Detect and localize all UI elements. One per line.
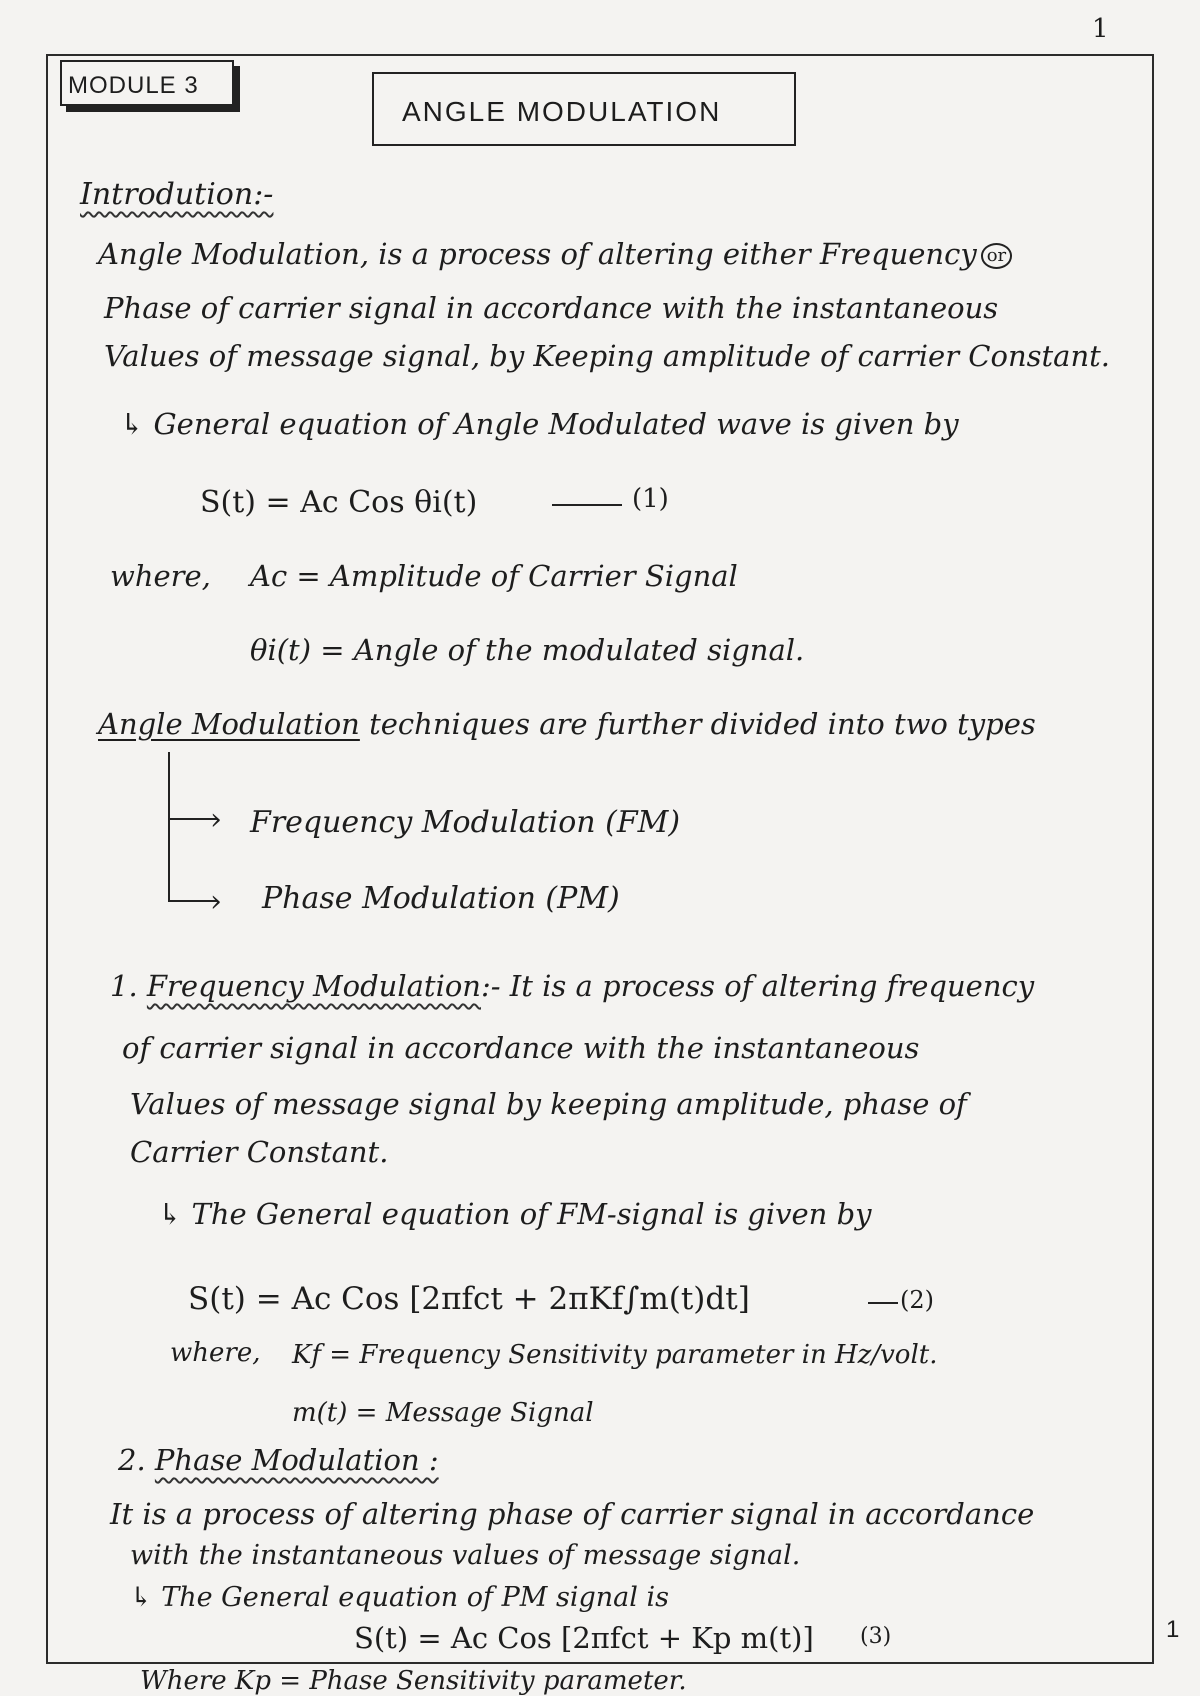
equation-1-tag: (1) xyxy=(632,484,669,514)
pm-line-2: with the instantaneous values of message signal. xyxy=(130,1540,801,1571)
intro-where-theta: θi(t) = Angle of the modulated signal. xyxy=(250,633,805,667)
fm-equation: S(t) = Ac Cos [2πfct + 2πKf∫m(t)dt] xyxy=(188,1281,750,1317)
pm-heading: Phase Modulation : xyxy=(154,1443,439,1477)
intro-line-1 xyxy=(98,237,1012,271)
intro-line-2: Phase of carrier signal in accordance with the instantaneous xyxy=(104,291,999,325)
type-item-fm: Frequency Modulation (FM) xyxy=(250,805,681,840)
types-sentence xyxy=(98,707,1036,741)
pm-general-line: ↳ The General equation of PM signal is xyxy=(130,1582,669,1613)
pm-line-1: It is a process of altering phase of carrier signal in accordance xyxy=(110,1497,1035,1531)
equation-2-tag: (2) xyxy=(900,1286,934,1314)
intro-line-3: Values of message signal, by Keeping amplitude of carrier Constant. xyxy=(104,339,1110,373)
pm-equation: S(t) = Ac Cos [2πfct + Kp m(t)] xyxy=(354,1621,814,1655)
types-sentence-subject: Angle Modulation xyxy=(98,707,360,741)
fm-general-line: ↳ The General equation of FM-signal is given by xyxy=(158,1197,872,1231)
intro-where-label: where, xyxy=(110,559,211,593)
intro-heading: Introdution:- xyxy=(80,177,274,212)
equation-2-dash xyxy=(868,1302,898,1304)
pm-bullet: 2. xyxy=(118,1443,146,1477)
angle-equation: S(t) = Ac Cos θi(t) xyxy=(200,485,478,520)
arrow-right-icon: › xyxy=(210,802,222,837)
equation-3-tag: (3) xyxy=(860,1624,892,1649)
fm-line-4: Carrier Constant. xyxy=(130,1135,389,1169)
module-label: MODULE 3 xyxy=(60,60,234,106)
fm-where-kf: Kf = Frequency Sensitivity parameter in Hz/volt. xyxy=(292,1340,938,1370)
fm-line-2: of carrier signal in accordance with the instantaneous xyxy=(122,1031,920,1065)
intro-general-line: ↳ General equation of Angle Modulated wave is given by xyxy=(120,407,959,441)
page-title: ANGLE MODULATION xyxy=(372,72,796,146)
fm-line-1-rest: :- It is a process of altering frequency xyxy=(481,969,1035,1003)
equation-1-dash xyxy=(552,504,622,506)
types-bracket xyxy=(168,752,170,900)
pm-line-heading xyxy=(118,1443,439,1477)
intro-line-1-text: Angle Modulation, is a process of altering either Frequency xyxy=(98,237,977,271)
types-sentence-rest: techniques are further divided into two types xyxy=(359,707,1036,741)
type-item-pm: Phase Modulation (PM) xyxy=(262,881,620,916)
pm-where-line: Where Kp = Phase Sensitivity parameter. xyxy=(140,1666,687,1696)
fm-bullet: 1. xyxy=(110,969,138,1003)
fm-where-label: where, xyxy=(170,1338,261,1368)
top-page-number: 1 xyxy=(1092,14,1109,44)
fm-heading: Frequency Modulation xyxy=(146,969,481,1003)
circled-or: or xyxy=(981,243,1012,269)
fm-where-message: m(t) = Message Signal xyxy=(292,1398,594,1428)
intro-where-ac: Ac = Amplitude of Carrier Signal xyxy=(250,559,738,593)
fm-line-3: Values of message signal by keeping amplitude, phase of xyxy=(130,1087,967,1121)
bottom-page-number: 1 xyxy=(1166,1616,1180,1643)
arrow-right-icon: › xyxy=(210,884,222,919)
fm-line-1 xyxy=(110,969,1035,1003)
